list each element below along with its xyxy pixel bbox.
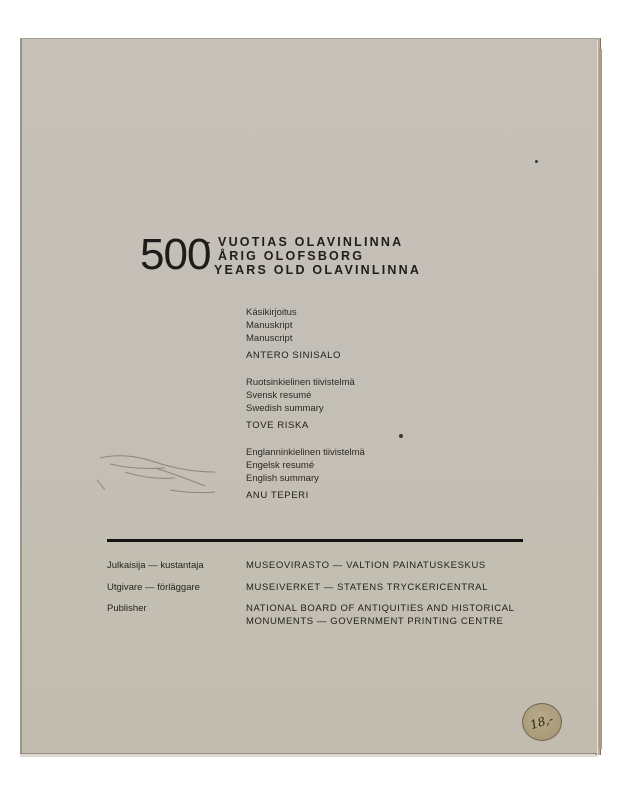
credit-name: ANU TEPERI	[246, 490, 309, 501]
title-number: 500	[140, 230, 211, 279]
credit-name: TOVE RISKA	[246, 420, 309, 431]
paper-speck	[399, 434, 403, 438]
page-bottom-edge	[20, 754, 595, 757]
credit-swedish-summary	[246, 376, 506, 432]
credit-label: Engelsk resumé	[246, 460, 315, 471]
credits-section	[246, 306, 506, 516]
title-line-finnish: - VUOTIAS OLAVINLINNA	[206, 235, 404, 249]
credit-label: Manuskript	[246, 320, 293, 331]
credit-label: Englanninkielinen tiivistelmä	[246, 447, 365, 458]
price-sticker	[522, 703, 562, 741]
publisher-label-english: Publisher	[107, 603, 147, 614]
credit-label: Svensk resumé	[246, 390, 312, 401]
credit-english-summary	[246, 446, 506, 502]
credit-name: ANTERO SINISALO	[246, 350, 342, 361]
credit-label: Käsikirjoitus	[246, 307, 297, 318]
divider-rule	[107, 539, 523, 542]
credit-label: Ruotsinkielinen tiivistelmä	[246, 377, 355, 388]
page-edge	[599, 49, 602, 749]
publisher-label-finnish: Julkaisija — kustantaja	[107, 560, 204, 571]
publisher-value-swedish: MUSEIVERKET — STATENS TRYCKERICENTRAL	[246, 582, 488, 593]
credit-label: Manuscript	[246, 333, 293, 344]
credit-manuscript	[246, 306, 506, 362]
title-line-english: YEARS OLD OLAVINLINNA	[214, 263, 422, 277]
publisher-label-swedish: Utgivare — förläggare	[107, 582, 200, 593]
credit-label: Swedish summary	[246, 403, 324, 414]
price-text: 18,-	[528, 711, 556, 733]
publisher-value-english-line2: MONUMENTS — GOVERNMENT PRINTING CENTRE	[246, 616, 504, 627]
title-lines	[206, 235, 536, 277]
title-line-swedish: - ÅRIG OLOFSBORG	[206, 249, 365, 263]
publisher-value-english: NATIONAL BOARD OF ANTIQUITIES AND HISTORICAL	[246, 603, 515, 614]
paper-speck	[535, 160, 538, 163]
publisher-value-finnish: MUSEOVIRASTO — VALTION PAINATUSKESKUS	[246, 560, 486, 571]
credit-label: English summary	[246, 473, 319, 484]
